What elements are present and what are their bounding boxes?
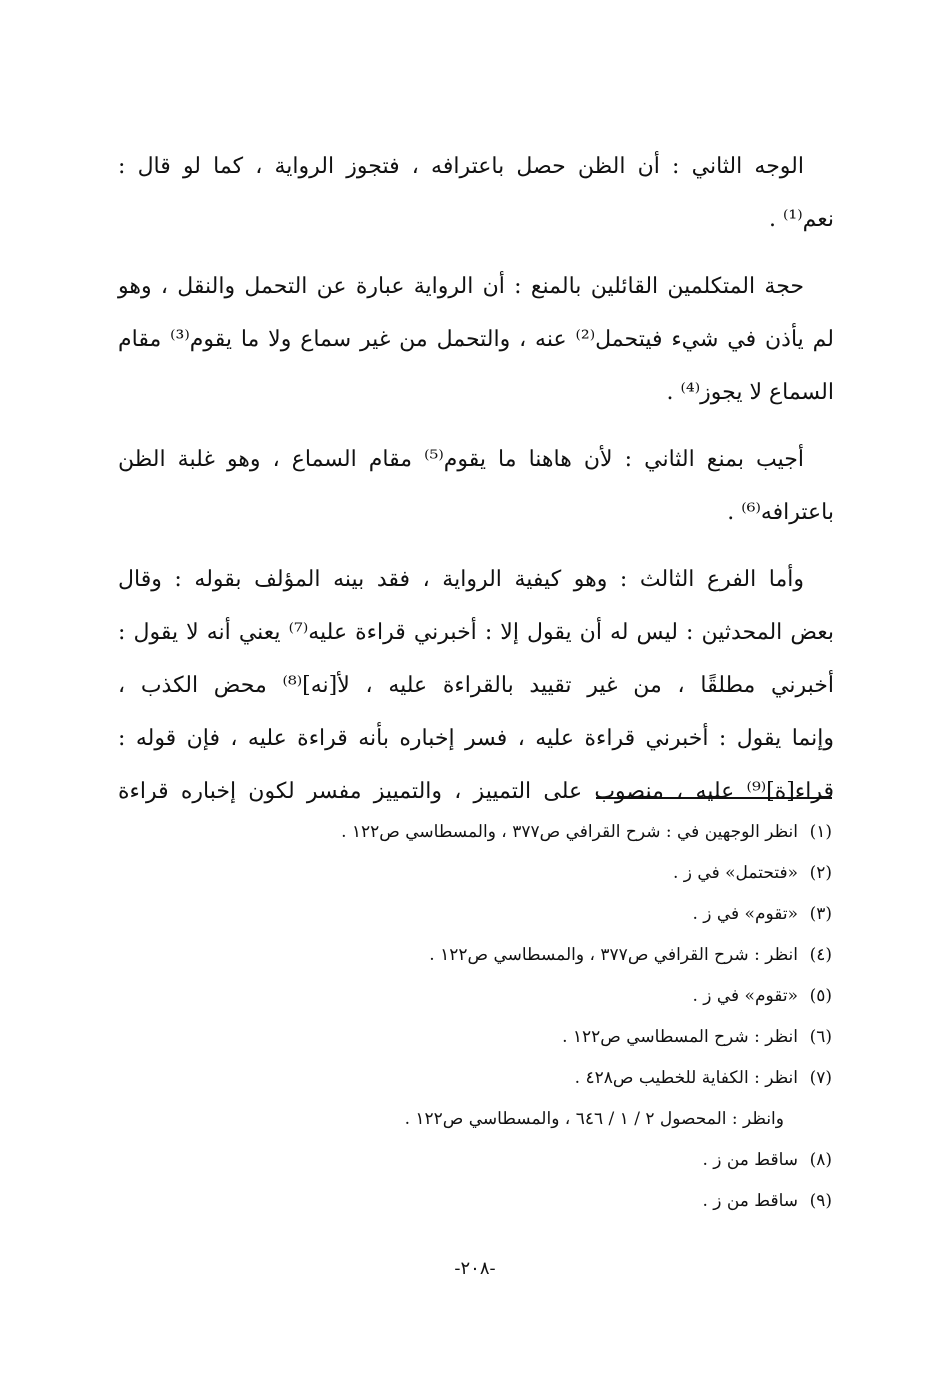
footnote-text: انظر الوجهين في : شرح القرافي ص٣٧٧ ، والمسطاسي ص١٢٢ . [341,822,798,842]
footnote-number: (٧) [809,1068,832,1088]
footnote-text: «تقوم» في ز . [692,904,798,924]
paragraph [118,553,834,818]
footnote-number: (٤) [809,945,832,965]
text-line: بعض المحدثين : ليس له أن يقول إلا : أخبرني قراءة عليه⁽⁷⁾ يعني أنه لا يقول : [118,620,835,645]
text-line: السماع لا يجوز⁽⁴⁾ . [666,380,834,405]
footnote [200,853,832,894]
footnote [200,935,832,976]
footnote-divider [596,797,832,799]
footnote [200,976,832,1017]
text-line: أجيب بمنع الثاني : لأن هاهنا ما يقوم⁽⁵⁾ مقام السماع ، وهو غلبة الظن [118,447,804,472]
text-line: لم يأذن في شيء فيتحمل⁽²⁾ عنه ، والتحمل من غير سماع ولا ما يقوم⁽³⁾ مقام [118,327,835,352]
paragraph [118,140,834,246]
footnote-number: (٦) [809,1027,832,1047]
footnote-text: ساقط من ز . [702,1191,798,1211]
footnote-text: انظر : الكفاية للخطيب ص٤٢٨ . [574,1068,798,1088]
text-line: باعترافه⁽⁶⁾ . [727,500,834,525]
footnote-number: (٥) [809,986,832,1006]
footnote-number: (٨) [809,1150,832,1170]
page-number: -٢٠٨- [454,1258,496,1279]
text-line: قراء[ة]⁽⁹⁾ عليه ، منصوب على التمييز ، والتمييز مفسر لكون إخباره قراءة [118,779,834,804]
text-line: حجة المتكلمين القائلين بالمنع : أن الرواية عبارة عن التحمل والنقل ، وهو [118,274,804,299]
footnote [200,1017,832,1058]
footnote-text: ساقط من ز . [702,1150,798,1170]
text-line: أخبرني مطلقًا ، من غير تقييد بالقراءة عليه ، لأ[نه]⁽⁸⁾ محض الكذب ، [118,673,834,698]
text-line: وإنما يقول : أخبرني قراءة عليه ، فسر إخباره بأنه قراءة عليه ، فإن قوله : [118,726,834,751]
footnote-number: (٩) [809,1191,832,1211]
footnote [200,1181,832,1222]
footnote-continuation [200,1099,832,1140]
footnote [200,1058,832,1099]
paragraph [118,433,834,539]
footnote [200,894,832,935]
footnote [200,1140,832,1181]
paragraph [118,260,834,419]
footnote [200,812,832,853]
text-line: وأما الفرع الثالث : وهو كيفية الرواية ، فقد بينه المؤلف بقوله : وقال [118,567,804,592]
footnote-text: «فتحتمل» في ز . [673,863,798,883]
text-line: نعم⁽¹⁾ . [769,207,834,232]
footnote-number: (٣) [809,904,832,924]
footnote-text: انظر : شرح المسطاسي ص١٢٢ . [562,1027,798,1047]
footnote-number: (١) [809,822,832,842]
footnote-text: وانظر : المحصول ٢ / ١ / ٦٤٦ ، والمسطاسي ص١٢٢ . [404,1109,784,1129]
text-line: الوجه الثاني : أن الظن حصل باعترافه ، فتجوز الرواية ، كما لو قال : [118,154,804,179]
footnote-text: «تقوم» في ز . [692,986,798,1006]
footnote-number: (٢) [809,863,832,883]
main-text [118,140,834,832]
footnote-text: انظر : شرح القرافي ص٣٧٧ ، والمسطاسي ص١٢٢ . [429,945,798,965]
footnotes [200,812,832,1222]
